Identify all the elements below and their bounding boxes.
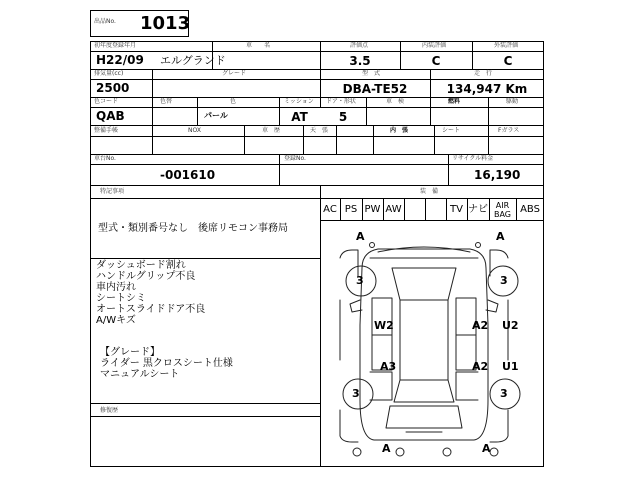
equip-tv: TV	[450, 203, 463, 215]
car-name-value: エルグランド	[160, 54, 226, 67]
car-diagram	[340, 243, 520, 457]
color-code-value: QAB	[96, 109, 125, 123]
color-header: 色	[230, 98, 237, 105]
glass-header: Fガラス	[498, 127, 520, 134]
history-header: 車 歴	[262, 127, 281, 134]
displacement-value: 2500	[96, 81, 130, 95]
equip-pw: AW	[385, 203, 402, 215]
equip-navi: ナビ	[468, 203, 488, 215]
remark-1: ダッシュボード割れ	[96, 260, 186, 271]
ext-grade-header: 外装評価	[494, 42, 519, 49]
mark-left-door: W2	[374, 319, 394, 332]
mission-header: ミッション	[284, 98, 314, 105]
reg-no-header: 登録No.	[284, 155, 306, 162]
mark-right-rear-a: A2	[472, 360, 489, 373]
grade-note-2: ライダー 黒クロスシート仕様	[100, 358, 233, 369]
color-value: パール	[204, 111, 228, 120]
special-notes-header: 特記事項	[100, 188, 125, 195]
mission-value: AT	[291, 109, 308, 124]
reg-year-value: H22/09	[96, 53, 144, 67]
equip-blank: AC	[323, 203, 337, 215]
mark-wheel-rl: 3	[352, 387, 360, 400]
remark-3: 車内汚れ	[96, 282, 136, 293]
model-value: DBA-TE52	[342, 81, 408, 96]
mark-front-right: A	[496, 230, 505, 243]
doors-header: ドア・形状	[326, 98, 356, 105]
mileage-value: 134,947 Km	[446, 81, 528, 96]
equip-aw	[404, 199, 425, 220]
interior-header: 内 張	[390, 127, 409, 134]
ext-grade-value: C	[503, 53, 513, 68]
mark-wheel-fr: 3	[500, 274, 508, 287]
score-value: 3.5	[349, 53, 371, 68]
reg-year-header: 初年度登録年月	[94, 42, 137, 49]
mark-left-rear: A3	[380, 360, 397, 373]
model-header: 型 式	[362, 70, 381, 77]
mark-right-door-a: A2	[472, 319, 489, 332]
color-change-header: 色替	[160, 98, 173, 105]
mileage-header: 走 行	[474, 70, 493, 77]
remark-5: オートスライドドア不良	[96, 304, 206, 315]
equip-ac: PS	[344, 203, 358, 215]
mark-right-door-u: U2	[502, 319, 519, 332]
lot-label: 出品No.	[94, 18, 116, 25]
grade-note-1: 【グレード】	[100, 347, 160, 358]
nox-header: NOX	[188, 127, 201, 134]
drive-header: 駆動	[506, 98, 519, 105]
score-header: 評価点	[350, 42, 369, 49]
displacement-header: 排気量(cc)	[94, 70, 124, 77]
equip-notes-header: 整備手帳	[94, 127, 119, 134]
mark-wheel-fl: 3	[356, 274, 364, 287]
lot-number: 1013	[140, 13, 191, 34]
remark-2: ハンドルグリップ不良	[96, 271, 196, 282]
doors-value: 5	[338, 109, 348, 124]
mark-right-rear-u: U1	[502, 360, 519, 373]
car-name-header: 車 名	[246, 42, 271, 49]
mark-rear-left: A	[382, 442, 391, 455]
remark-6: A/Wキズ	[96, 315, 136, 326]
recycle-value: 16,190	[474, 168, 521, 182]
equip-abs: ABS	[520, 203, 540, 215]
fuel-header: 燃料	[448, 98, 461, 105]
mark-wheel-rr: 3	[500, 387, 508, 400]
roof-header: 天 張	[310, 127, 329, 134]
remarks-top: 型式・類別番号なし 後席リモコン事務局	[98, 223, 288, 234]
inspection-header: 車 検	[386, 98, 405, 105]
mark-rear-right: A	[482, 442, 491, 455]
color-code-header: 色コード	[94, 98, 119, 105]
chassis-no-value: -001610	[160, 168, 216, 182]
repair-history-header: 修復歴	[100, 407, 119, 414]
chassis-no-header: 車台No.	[94, 155, 116, 162]
grade-header: グレード	[222, 70, 247, 77]
mark-front-left: A	[356, 230, 365, 243]
remark-4: シートシミ	[96, 293, 146, 304]
equipment-header: 装 備	[420, 188, 439, 195]
recycle-header: リサイクル料金	[452, 155, 494, 162]
int-grade-header: 内装評価	[422, 42, 447, 49]
grade-note-3: マニュアルシート	[100, 369, 180, 380]
int-grade-value: C	[431, 53, 441, 68]
equip-ps: PW	[364, 203, 381, 215]
seat-header: シート	[442, 127, 461, 134]
equip-airbag: AIR BAG	[493, 200, 512, 219]
